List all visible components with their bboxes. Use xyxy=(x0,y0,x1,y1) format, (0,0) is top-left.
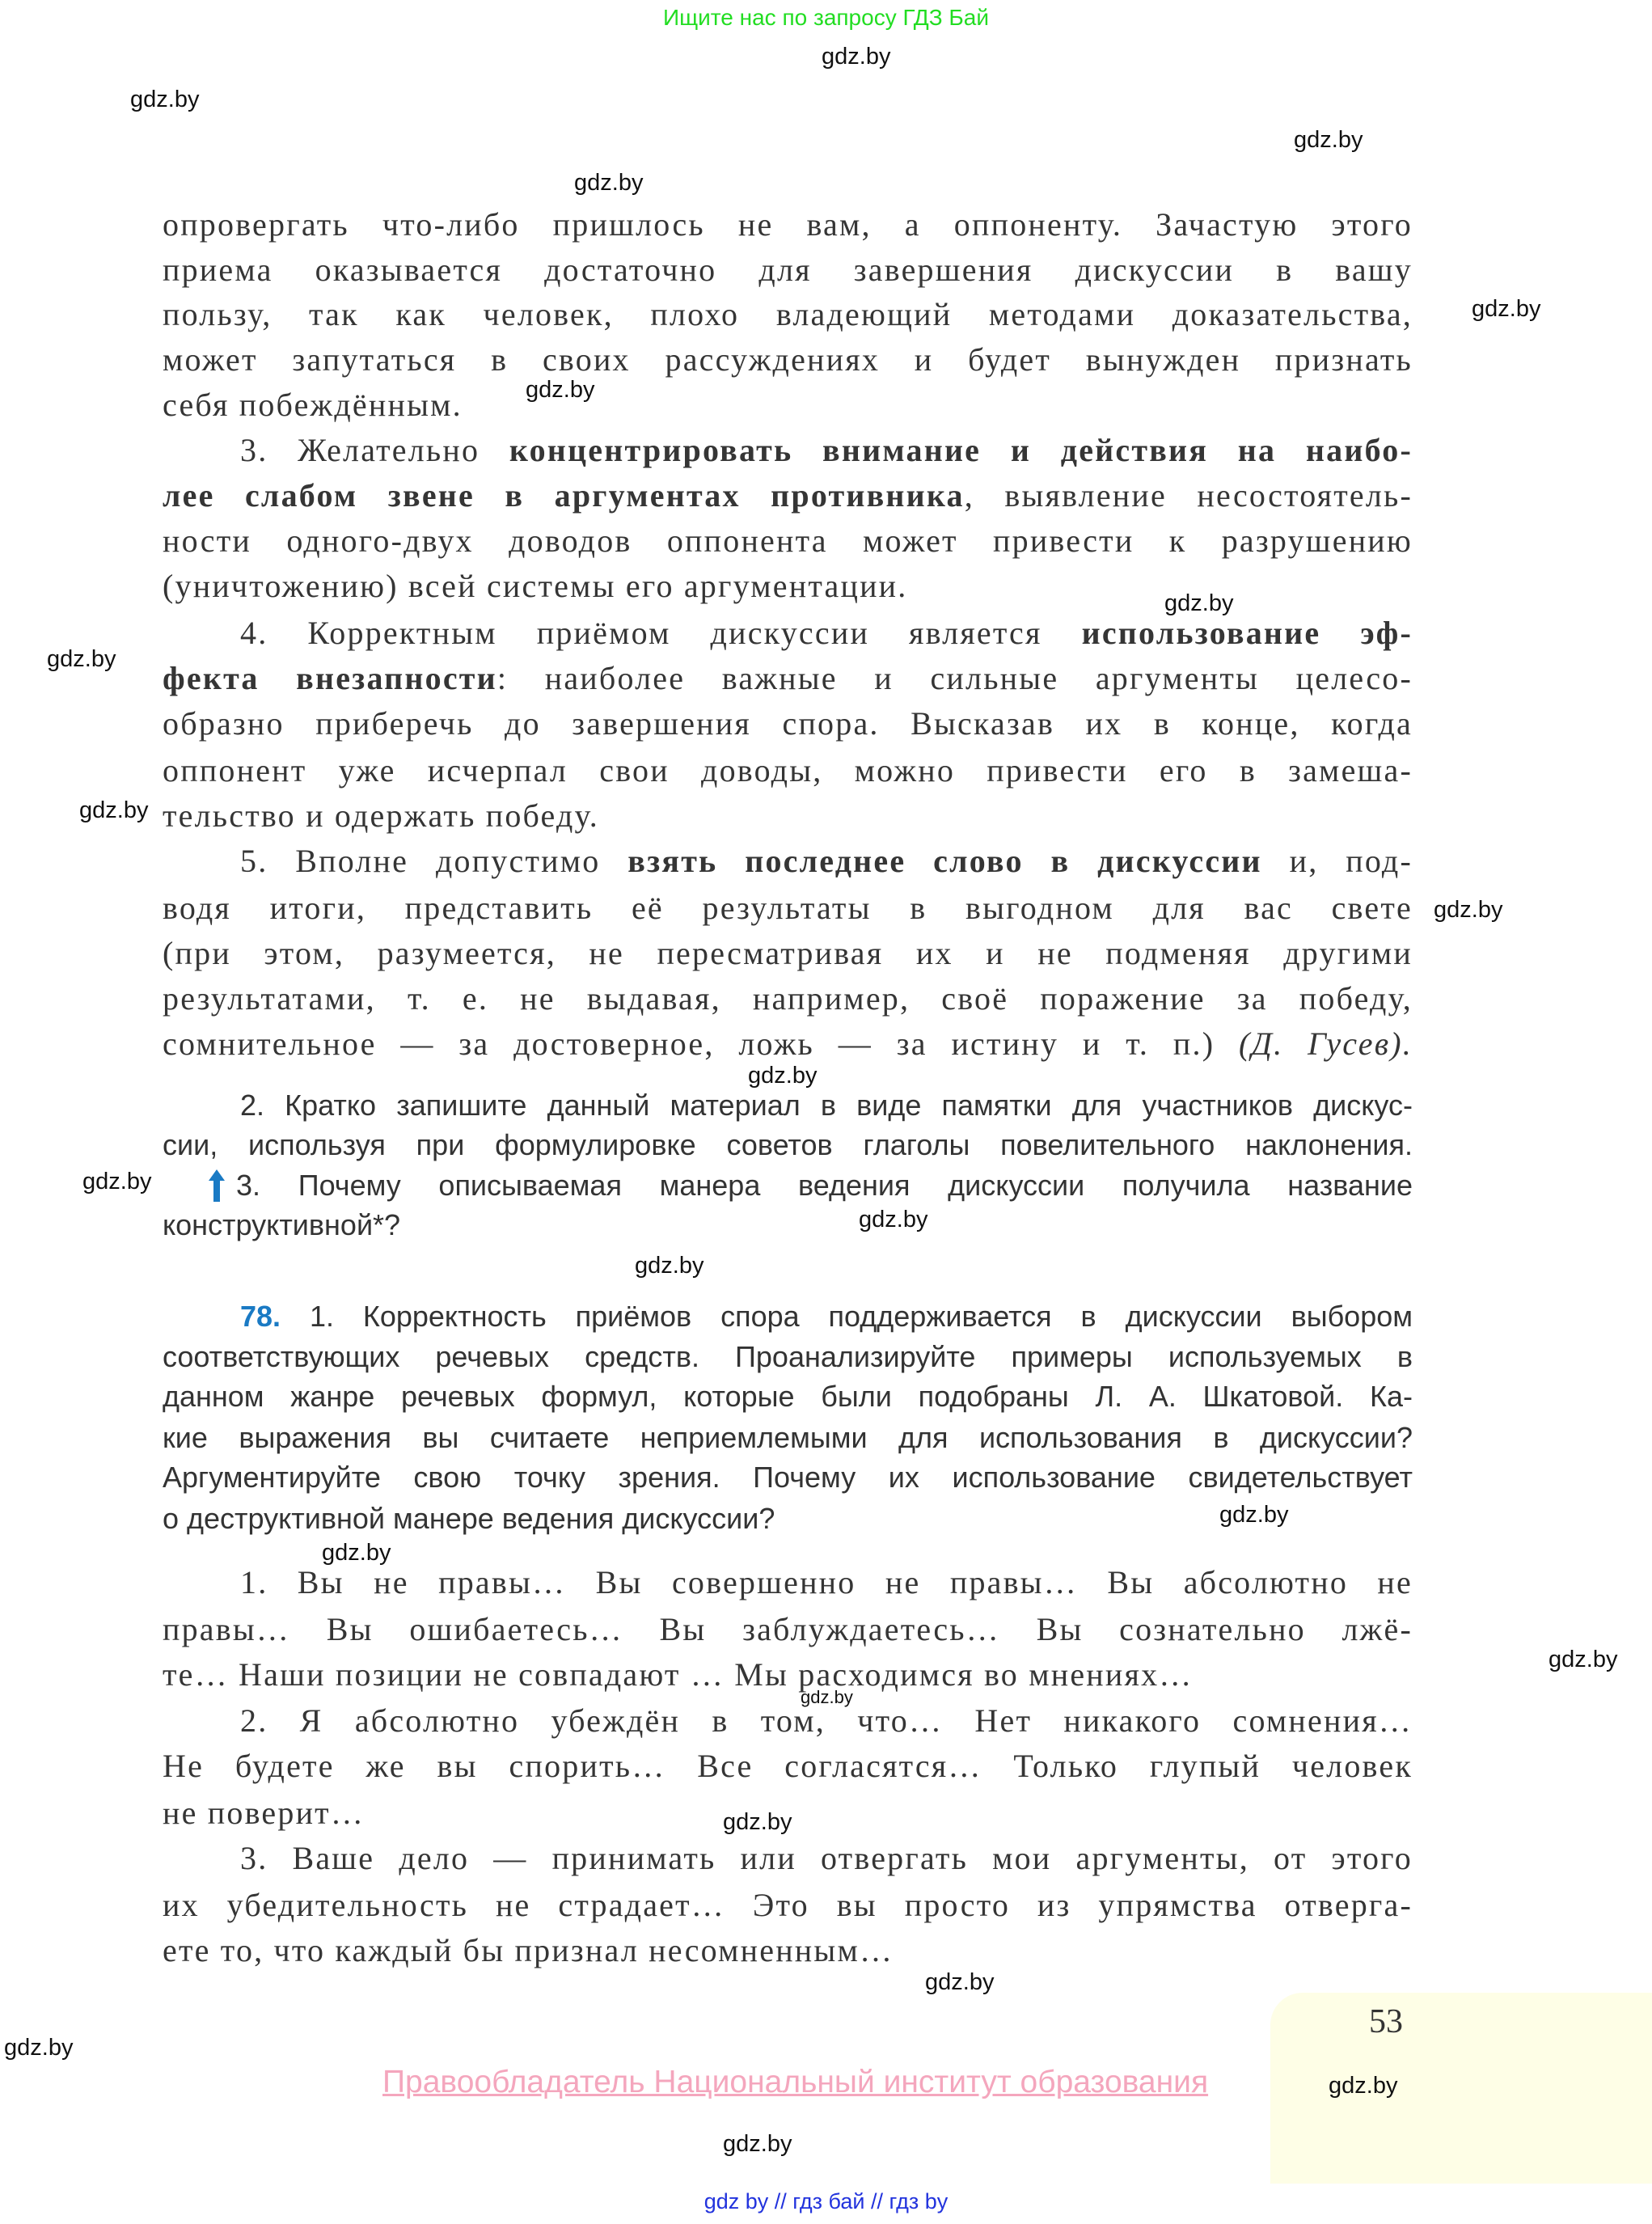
up-arrow-icon xyxy=(209,1169,225,1202)
text-line xyxy=(163,1750,1413,1782)
text-line xyxy=(163,752,1413,789)
text-segment: 1. Вы не правы… Вы совершенно не правы… Вы абсолютно не xyxy=(240,1564,1413,1600)
bold-phrase: использование эф- xyxy=(1081,615,1413,651)
text-segment: 1. Корректность приёмов спора поддерживается в дискуссии выбором xyxy=(281,1300,1413,1333)
author-citation: (Д. Гусев). xyxy=(1238,1025,1413,1062)
text-segment: 4. Корректным приёмом дискуссии является xyxy=(240,615,1082,651)
text-line xyxy=(163,797,1413,834)
text-segment: сии, используя при формулировке советов глаголы повелительного наклонения. xyxy=(163,1128,1413,1161)
bottom-links[interactable]: gdz by // гдз бай // гдз by xyxy=(703,2189,949,2213)
watermark: gdz.by xyxy=(47,646,116,672)
watermark: gdz.by xyxy=(4,2035,74,2061)
text-line xyxy=(240,434,1413,467)
watermark: gdz.by xyxy=(1164,590,1234,616)
text-segment: Аргументируйте свою точку зрения. Почему их использование свидетельствует xyxy=(163,1461,1413,1494)
text-segment: 2. Кратко запишите данный материал в виде памятки для участников дискус- xyxy=(240,1089,1413,1122)
text-segment: сомнительное — за достоверное, ложь — за истину и т. п.) xyxy=(163,1025,1239,1062)
watermark: gdz.by xyxy=(801,1687,853,1707)
watermark: gdz.by xyxy=(925,1969,995,1995)
text-line xyxy=(163,1025,1413,1062)
text-segment: , выявление несостоятель- xyxy=(964,477,1413,514)
text-segment: результатами, т. е. не выдавая, например, своё поражение за победу, xyxy=(163,980,1413,1017)
text-segment: 2. Я абсолютно убеждён в том, что… Нет никакого сомнения… xyxy=(240,1702,1413,1739)
text-segment: (при этом, разумеется, не пересматривая их и не подменяя другими xyxy=(163,935,1413,971)
exercise-number: 78. xyxy=(240,1300,281,1333)
bold-phrase: взять последнее слово в дискуссии xyxy=(627,843,1262,879)
text-line xyxy=(163,1934,1413,1967)
text-segment: приема оказывается достаточно для завершения дискуссии в вашу xyxy=(163,252,1413,288)
watermark: gdz.by xyxy=(1434,897,1503,923)
text-line xyxy=(163,1889,1413,1922)
text-segment: правы… Вы ошибаетесь… Вы заблуждаетесь… Вы сознательно лжё- xyxy=(163,1611,1413,1647)
text-segment: ете то, что каждый бы признал несомненным… xyxy=(163,1932,894,1968)
bold-phrase: фекта внезапности xyxy=(163,660,497,696)
text-line xyxy=(163,980,1413,1017)
text-segment: 5. Вполне допустимо xyxy=(240,843,628,879)
text-segment: их убедительность не страдает… Это вы просто из упрямства отверга- xyxy=(163,1887,1413,1923)
task-line xyxy=(163,1463,1413,1492)
text-segment: данном жанре речевых формул, которые были подобраны Л. А. Шкатовой. Ка- xyxy=(163,1380,1413,1413)
watermark: gdz.by xyxy=(1548,1647,1618,1672)
task-line xyxy=(163,1342,1413,1372)
text-line xyxy=(163,389,1413,421)
task-line xyxy=(240,1091,1413,1120)
rights-holder-link[interactable]: Правообладатель Национальный институт образования xyxy=(382,2065,1209,2099)
watermark: gdz.by xyxy=(822,44,891,70)
text-line xyxy=(240,1564,1413,1600)
watermark: gdz.by xyxy=(1294,127,1363,153)
text-line xyxy=(163,1656,1413,1693)
bold-phrase: концентрировать внимание и действия на наибо- xyxy=(509,432,1413,468)
text-line xyxy=(163,662,1413,695)
watermark: gdz.by xyxy=(723,2131,792,2157)
text-segment: (уничтожению) всей системы его аргументации. xyxy=(163,568,908,604)
text-line xyxy=(163,341,1413,378)
text-segment: 3. Желательно xyxy=(240,432,509,468)
page-number-corner xyxy=(1270,1993,1652,2184)
top-ad-text[interactable]: Ищите нас по запросу ГДЗ Бай xyxy=(662,5,990,30)
text-line xyxy=(163,705,1413,742)
watermark: gdz.by xyxy=(859,1207,928,1233)
watermark: gdz.by xyxy=(82,1169,152,1194)
text-segment: может запутаться в своих рассуждениях и будет вынужден признать xyxy=(163,341,1413,378)
task-line xyxy=(163,1382,1413,1411)
watermark: gdz.by xyxy=(322,1540,391,1566)
text-segment: тельство и одержать победу. xyxy=(163,797,599,834)
text-line xyxy=(163,892,1413,924)
text-segment: опровергать что-либо пришлось не вам, а оппоненту. Зачастую этого xyxy=(163,206,1413,243)
text-segment: водя итоги, представить её результаты в выгодном для вас свете xyxy=(163,890,1413,926)
watermark: gdz.by xyxy=(723,1809,792,1835)
text-segment: Не будете же вы спорить… Все согласятся… Только глупый человек xyxy=(163,1748,1413,1784)
text-segment: о деструктивной манере ведения дискуссии? xyxy=(163,1502,775,1535)
watermark: gdz.by xyxy=(130,87,200,112)
text-line xyxy=(163,937,1413,970)
task-line xyxy=(163,1128,1413,1161)
text-segment: кие выражения вы считаете неприемлемыми для использования в дискуссии? xyxy=(163,1421,1413,1454)
text-segment: не поверит… xyxy=(163,1795,365,1831)
task-line xyxy=(240,1302,1413,1331)
text-segment: пользу, так как человек, плохо владеющий методами доказательства, xyxy=(163,296,1413,332)
text-line xyxy=(240,1842,1413,1875)
watermark: gdz.by xyxy=(635,1253,704,1279)
text-segment: конструктивной*? xyxy=(163,1208,401,1241)
task-line xyxy=(236,1171,1413,1200)
text-line xyxy=(163,298,1413,331)
text-segment: оппонент уже исчерпал свои доводы, можно привести его в замеша- xyxy=(163,752,1413,789)
text-line xyxy=(163,254,1413,286)
text-segment: 3. Ваше дело — принимать или отвергать мои аргументы, от этого xyxy=(240,1840,1413,1876)
bold-phrase: лее слабом звене в аргументах противника xyxy=(163,477,965,514)
watermark: gdz.by xyxy=(79,797,149,823)
text-segment: те… Наши позиции не совпадают … Мы расходимся во мнениях… xyxy=(163,1656,1194,1693)
task-line xyxy=(163,1208,1413,1241)
text-segment: и, под- xyxy=(1261,843,1413,879)
text-line xyxy=(163,522,1413,559)
page-number: 53 xyxy=(1369,2003,1403,2040)
watermark: gdz.by xyxy=(574,170,644,196)
text-line xyxy=(163,1613,1413,1646)
text-segment: образно приберечь до завершения спора. Высказав их в конце, когда xyxy=(163,705,1413,742)
watermark: gdz.by xyxy=(748,1063,818,1089)
text-line xyxy=(163,477,1413,514)
text-line xyxy=(240,1702,1413,1739)
text-segment: себя побеждённым. xyxy=(163,387,463,423)
watermark: gdz.by xyxy=(1219,1502,1289,1528)
task-line xyxy=(163,1423,1413,1452)
text-segment: соответствующих речевых средств. Проанализируйте примеры используемых в xyxy=(163,1340,1413,1373)
watermark: gdz.by xyxy=(1329,2073,1398,2099)
text-line xyxy=(163,206,1413,243)
text-line xyxy=(240,845,1413,877)
text-segment: : наиболее важные и сильные аргументы целесо- xyxy=(496,660,1413,696)
text-segment: ности одного-двух доводов оппонента может привести к разрушению xyxy=(163,522,1413,559)
text-segment: 3. Почему описываемая манера ведения дискуссии получила название xyxy=(236,1169,1413,1202)
text-line xyxy=(240,617,1413,649)
watermark: gdz.by xyxy=(1472,296,1541,322)
watermark: gdz.by xyxy=(526,377,595,403)
